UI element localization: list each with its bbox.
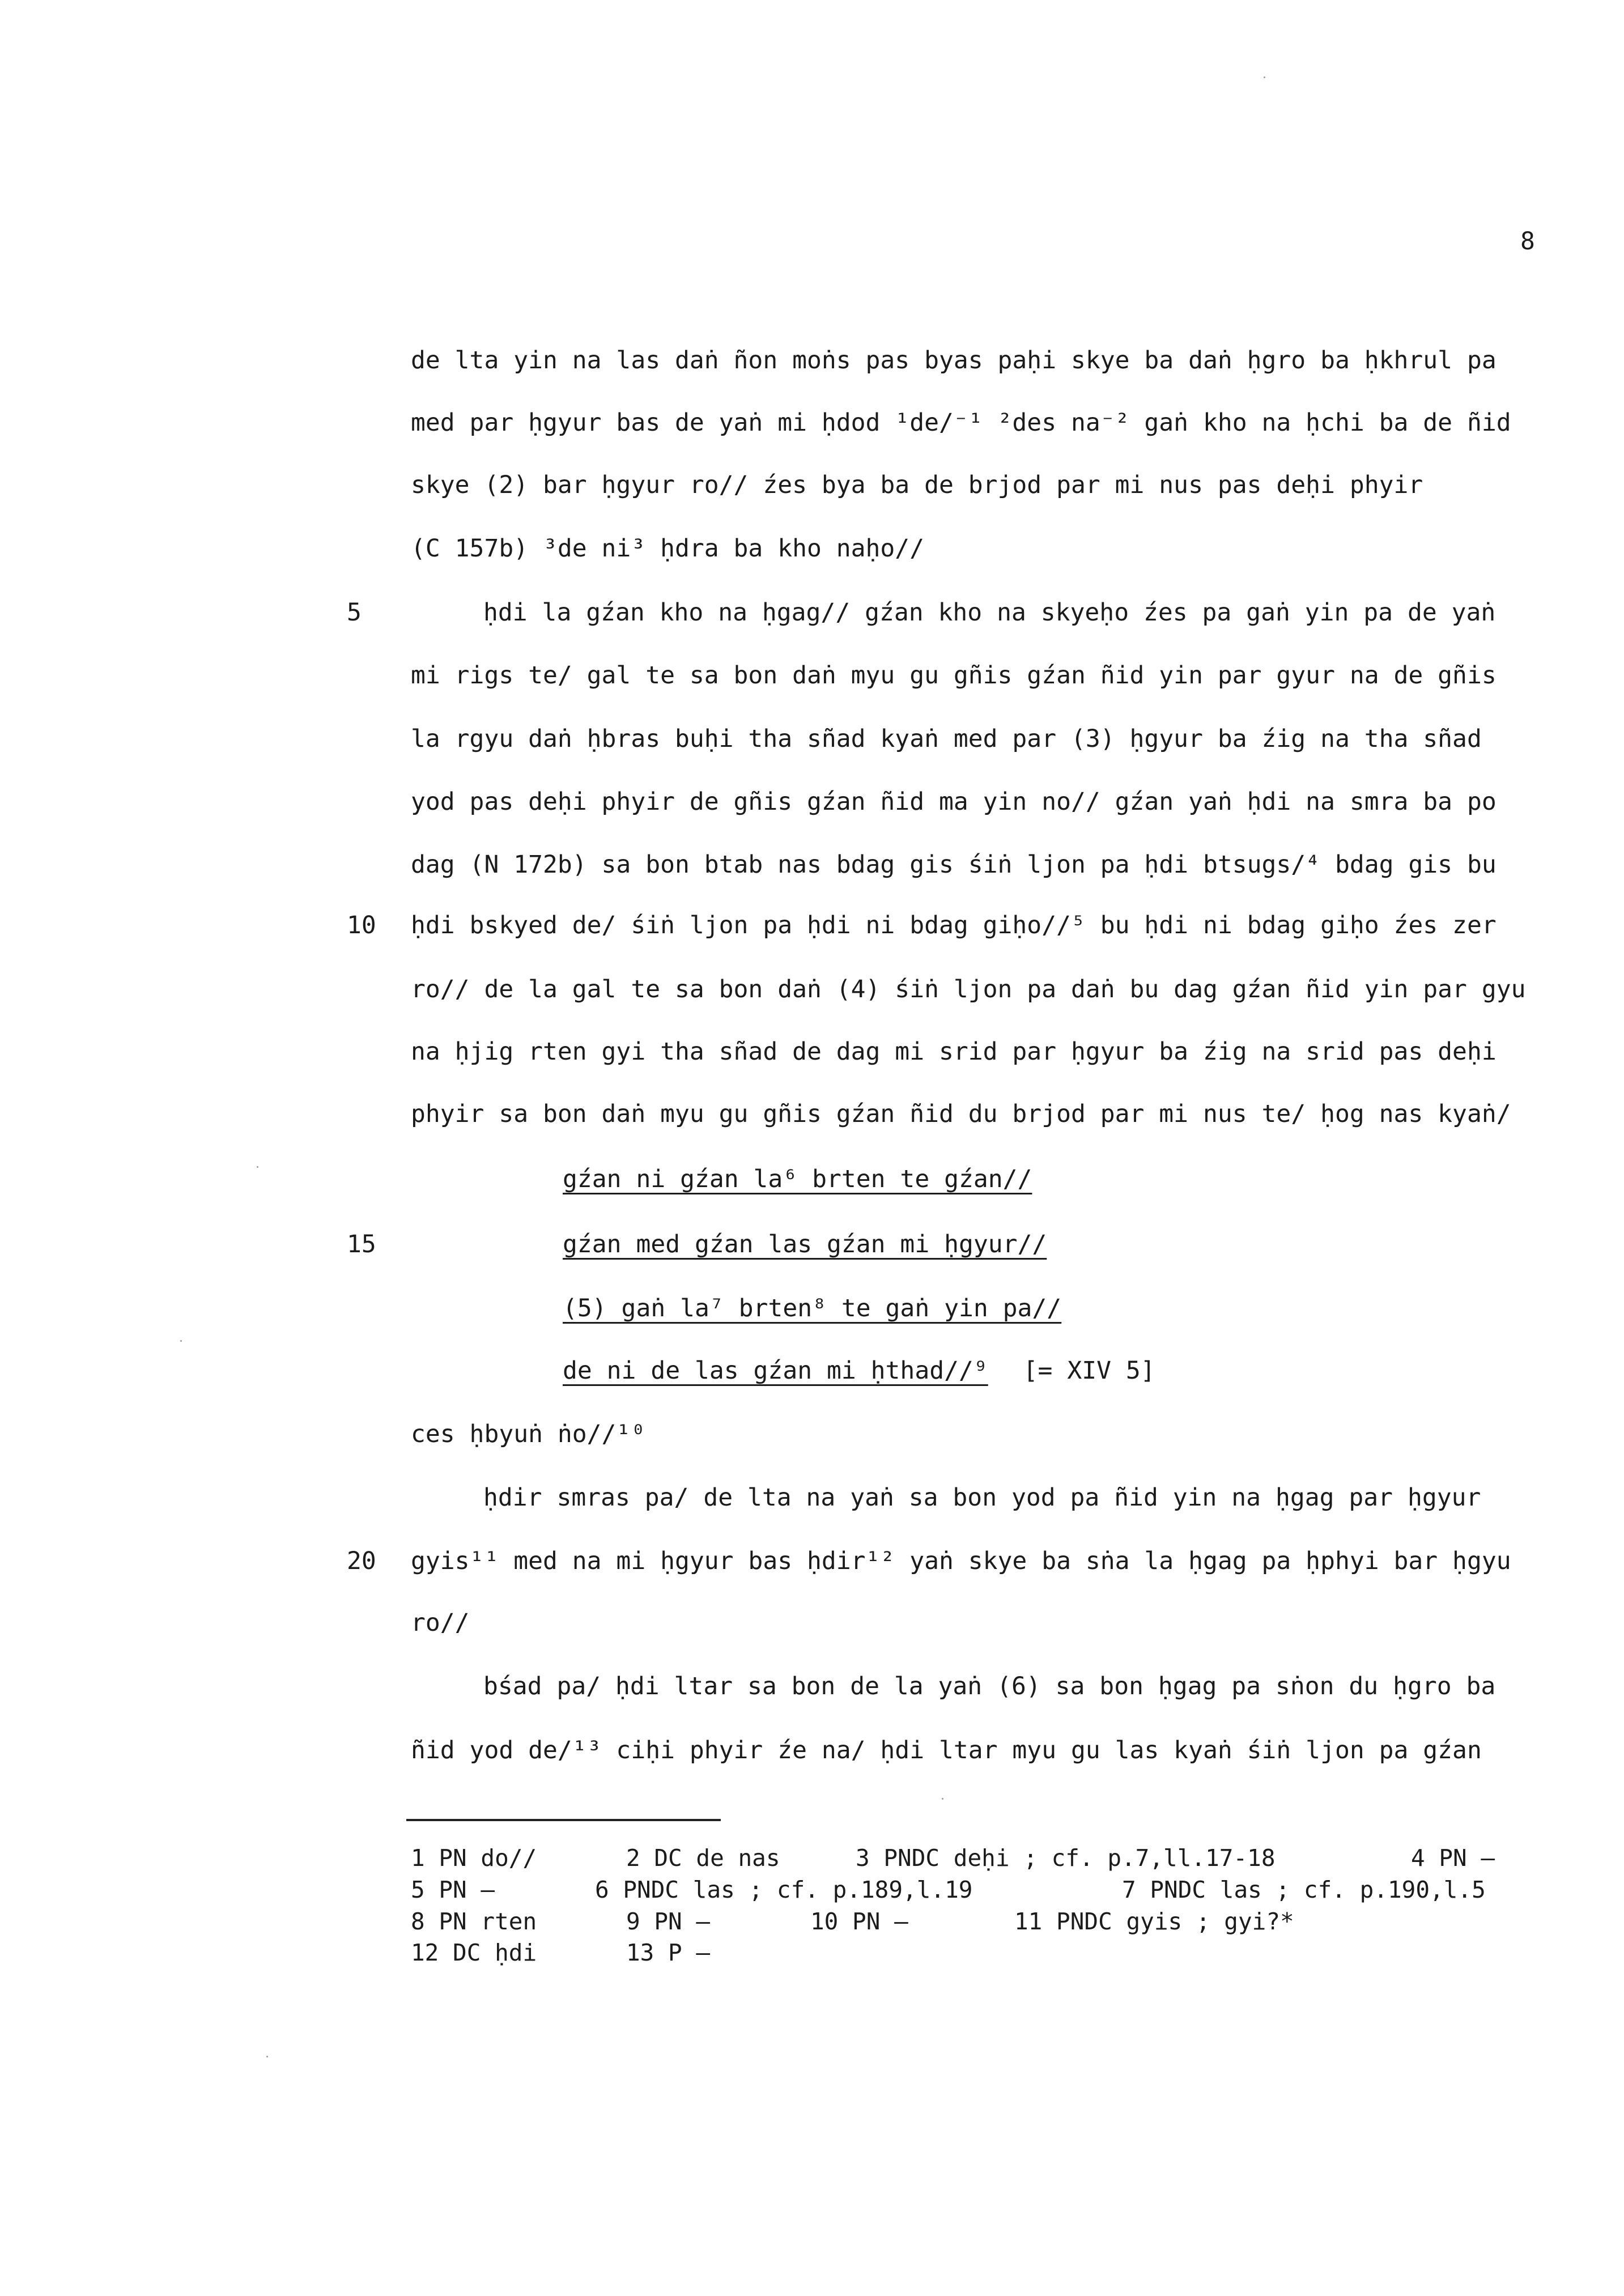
footnote: 9 PN — — [626, 1908, 711, 1935]
text-line: ro// — [411, 1609, 470, 1637]
text-line: yod pas deḥi phyir de gñis gźan ñid ma yin no// gźan yaṅ ḥdi na smra ba po — [411, 788, 1497, 816]
text-line: skye (2) bar ḥgyur ro// źes bya ba de brjod par mi nus pas deḥi phyir — [411, 471, 1423, 499]
text-line: ḥdir smras pa/ de lta na yaṅ sa bon yod pa ñid yin na ḥgag par ḥgyur — [483, 1483, 1481, 1512]
footnote: 3 PNDC deḥi ; cf. p.7,ll.17-18 — [856, 1844, 1276, 1872]
line-number-15: 15 — [347, 1230, 376, 1258]
verse-line — [563, 1294, 1061, 1323]
footnote: 13 P — — [626, 1939, 711, 1966]
footnote: 4 PN — — [1411, 1844, 1495, 1872]
text-line: dag (N 172b) sa bon btab nas bdag gis śiṅ ljon pa ḥdi btsugs/⁴ bdag gis bu — [411, 851, 1497, 879]
verse-line: gźan ni gźan la⁶ brten te gźan// — [563, 1165, 1032, 1193]
footnote: 10 PN — — [810, 1908, 908, 1935]
footnote: 5 PN — — [411, 1876, 495, 1903]
text-line: ñid yod de/¹³ ciḥi phyir źe na/ ḥdi ltar myu gu las kyaṅ śiṅ ljon pa gźan — [411, 1736, 1482, 1764]
verse-line: gźan med gźan las gźan mi ḥgyur// — [563, 1230, 1047, 1258]
verse-line-text: (5) gaṅ la⁷ brten⁸ te gaṅ yin pa// — [563, 1294, 1062, 1323]
verse-reference: [= XIV 5] — [1023, 1357, 1155, 1385]
footnote: 12 DC ḥdi — [411, 1939, 537, 1966]
scan-speck — [266, 2056, 268, 2057]
text-line: de lta yin na las daṅ ñon moṅs pas byas paḥi skye ba daṅ ḥgro ba ḥkhrul pa — [411, 346, 1497, 375]
text-line: phyir sa bon daṅ myu gu gñis gźan ñid du brjod par mi nus te/ ḥog nas kyaṅ/ — [411, 1100, 1511, 1128]
footnote: 11 PNDC gyis ; gyi?* — [1014, 1908, 1294, 1935]
footnote-divider — [406, 1819, 721, 1821]
text-line: ro// de la gal te sa bon daṅ (4) śiṅ ljon pa daṅ bu dag gźan ñid yin par gyu — [411, 975, 1526, 1004]
text-line: med par ḥgyur bas de yaṅ mi ḥdod ¹de/⁻¹ ²des na⁻² gaṅ kho na ḥchi ba de ñid — [411, 409, 1511, 437]
footnote: 6 PNDC las ; cf. p.189,l.19 — [595, 1876, 973, 1903]
text-line: mi rigs te/ gal te sa bon daṅ myu gu gñis gźan ñid yin par gyur na de gñis — [411, 661, 1497, 690]
text-line: bśad pa/ ḥdi ltar sa bon de la yaṅ (6) sa bon ḥgag pa sṅon du ḥgro ba — [483, 1672, 1496, 1700]
scan-speck — [1264, 76, 1265, 78]
line-number-20: 20 — [347, 1547, 376, 1575]
text-line: la rgyu daṅ ḥbras buḥi tha sñad kyaṅ med par (3) ḥgyur ba źig na tha sñad — [411, 725, 1482, 753]
text-line: gyis¹¹ med na mi ḥgyur bas ḥdir¹² yaṅ skye ba sṅa la ḥgag pa ḥphyi bar ḥgyu — [411, 1547, 1511, 1575]
footnote: 8 PN rten — [411, 1908, 537, 1935]
text-line: ḥdi la gźan kho na ḥgag// gźan kho na skyeḥo źes pa gaṅ yin pa de yaṅ — [483, 598, 1496, 627]
scan-speck — [180, 1340, 182, 1342]
footnote: 7 PNDC las ; cf. p.190,l.5 — [1122, 1876, 1486, 1903]
text-line: ces ḥbyuṅ ṅo//¹⁰ — [411, 1420, 646, 1448]
text-line: na ḥjig rten gyi tha sñad de dag mi srid par ḥgyur ba źig na srid pas deḥi — [411, 1038, 1497, 1066]
text-line: (C 157b) ³de ni³ ḥdra ba kho naḥo// — [411, 534, 925, 563]
footnote: 1 PN do// — [411, 1844, 537, 1872]
scan-speck — [257, 1166, 258, 1168]
line-number-5: 5 — [347, 598, 362, 627]
line-number-10: 10 — [347, 911, 376, 939]
verse-line-text: de ni de las gźan mi ḥthad//⁹ — [563, 1357, 988, 1385]
text-line: ḥdi bskyed de/ śiṅ ljon pa ḥdi ni bdag giḥo//⁵ bu ḥdi ni bdag giḥo źes zer — [411, 911, 1497, 939]
verse-line-last — [563, 1356, 1155, 1385]
scan-speck — [942, 1798, 943, 1800]
footnote: 2 DC de nas — [626, 1844, 780, 1872]
page-number: 8 — [1520, 227, 1535, 256]
